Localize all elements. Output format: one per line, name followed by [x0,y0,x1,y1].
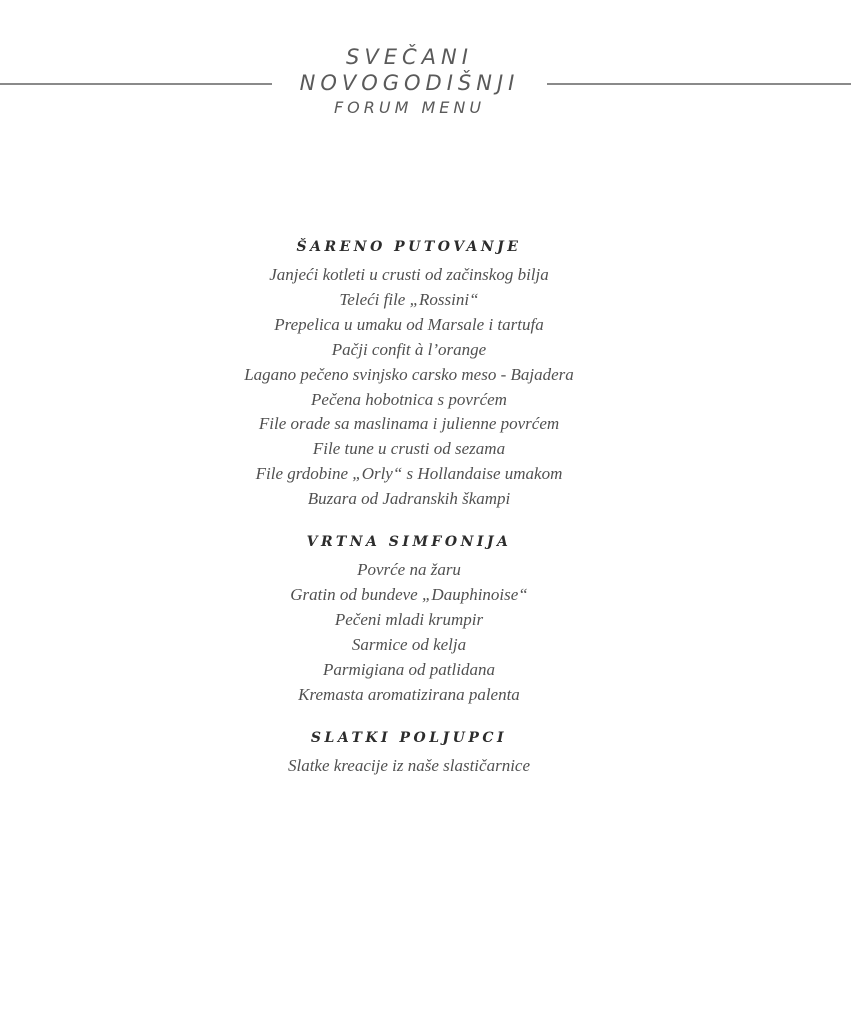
menu-item: Povrće na žaru [357,560,461,580]
menu-item: Slatke kreacije iz naše slastičarnice [287,755,531,775]
menu-item: Kremasta aromatizirana palenta [298,684,520,704]
menu-item: Buzara od Jadranskih škampi [307,489,511,509]
menu-item: Teleći file „Rossini“ [339,289,479,309]
menu-body [0,235,818,796]
section-title: SLATKI POLJUPCI [310,729,508,746]
menu-item: Lagano pečeno svinjsko carsko meso - Bajadera [244,364,574,384]
title-line-1: SVEČANI [346,45,473,69]
menu-item: Pečena hobotnica s povrćem [311,389,507,409]
section-title: ŠARENO PUTOVANJE [296,239,522,255]
menu-item: Pečeni mladi krumpir [334,609,484,629]
section-slatki-poljupci [0,726,818,779]
section-vrtna-simfonija [0,530,818,707]
menu-item: File grdobine „Orly“ s Hollandaise umakom [255,464,563,484]
menu-item: Sarmice od kelja [351,634,467,654]
title-line-2: NOVOGODIŠNJI [299,71,520,95]
right-divider-line [547,83,851,85]
menu-item: Janjeći kotleti u crusti od začinskog bilja [269,265,549,284]
title-block [272,44,547,120]
section-sareno-putovanje [0,235,818,512]
left-divider-line [0,83,272,85]
menu-item: Prepelica u umaku od Marsale i tartufa [274,314,544,334]
menu-item: File tune u crusti od sezama [312,439,506,459]
menu-header [0,44,851,134]
title-line-3: FORUM MENU [333,98,486,117]
section-title: VRTNA SIMFONIJA [306,534,512,551]
menu-item: Parmigiana od patlidana [323,659,495,679]
menu-item: Gratin od bundeve „Dauphinoise“ [290,584,528,604]
menu-item: File orade sa maslinama i julienne povrćem [258,414,560,434]
menu-item: Pačji confit à l’orange [331,339,487,359]
